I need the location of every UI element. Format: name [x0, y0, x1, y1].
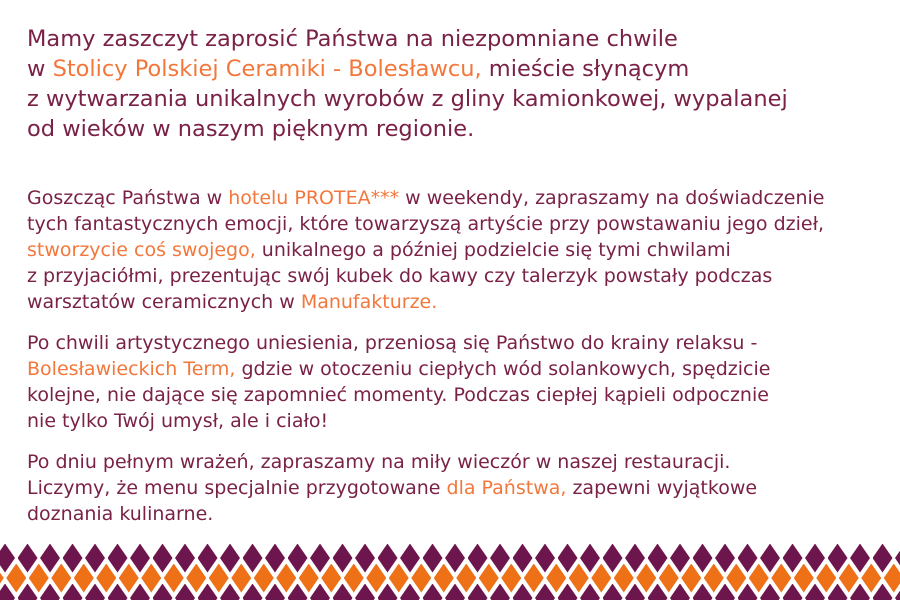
diamond-shape: [636, 564, 656, 593]
diamond-shape: [85, 544, 105, 573]
text-segment: Liczymy, że menu specjalnie przygotowane: [27, 477, 447, 499]
diamond-shape: [63, 544, 83, 573]
text-line: [27, 501, 882, 527]
accent-text-segment: hotelu PROTEA***: [228, 187, 400, 209]
diamond-shape: [490, 544, 510, 573]
text-segment: Po chwili artystycznego uniesienia, przeniosą się Państwo do krainy relaksu -: [27, 332, 758, 354]
diamond-shape: [6, 564, 26, 593]
text-line: [27, 24, 882, 54]
text-segment: kolejne, nie dające się zapomnieć momenty. Podczas ciepłej kąpieli odpocznie: [27, 384, 769, 406]
diamond-shape: [726, 564, 746, 593]
diamond-shape: [569, 564, 589, 593]
diamond-shape: [51, 564, 71, 593]
diamond-shape: [558, 544, 578, 573]
diamond-shape: [580, 544, 600, 573]
diamond-shape: [366, 564, 386, 593]
diamond-shape: [186, 564, 206, 593]
text-line: [27, 289, 882, 315]
diamond-shape: [265, 544, 285, 573]
diamond-shape: [794, 564, 814, 593]
accent-text-segment: dla Państwa,: [446, 477, 567, 499]
text-segment: Goszcząc Państwa w: [27, 187, 229, 209]
diamond-shape: [141, 564, 161, 593]
diamond-shape: [659, 564, 679, 593]
text-segment: Po dniu pełnym wrażeń, zapraszamy na miły wieczór w naszej restauracji.: [27, 451, 731, 473]
text-line: [27, 263, 882, 289]
text-segment: Mamy zaszczyt zaprosić Państwa na niezpomniane chwile: [27, 26, 678, 52]
diamond-shape: [468, 544, 488, 573]
diamond-shape: [378, 544, 398, 573]
text-segment: warsztatów ceramicznych w: [27, 291, 301, 313]
diamond-shape: [704, 564, 724, 593]
diamond-shape: [18, 544, 38, 573]
diamond-shape: [130, 544, 150, 573]
accent-text-segment: Stolicy Polskiej Ceramiki - Bolesławcu,: [52, 56, 482, 82]
diamond-shape: [828, 544, 848, 573]
diamond-shape: [884, 564, 900, 593]
diamond-shape: [389, 564, 409, 593]
diamond-shape: [513, 544, 533, 573]
diamond-shape: [108, 544, 128, 573]
diamond-shape: [310, 544, 330, 573]
text-segment: z wytwarzania unikalnych wyrobów z gliny kamionkowej, wypalanej: [27, 86, 788, 112]
diamond-pattern-border: [0, 538, 900, 600]
text-segment: zapewni wyjątkowe: [566, 477, 758, 499]
diamond-shape: [839, 564, 859, 593]
diamond-shape: [749, 564, 769, 593]
diamond-shape: [850, 544, 870, 573]
diamond-shape: [738, 544, 758, 573]
text-line: [27, 408, 882, 434]
diamond-shape: [693, 544, 713, 573]
diamond-shape: [254, 564, 274, 593]
diamond-shape: [625, 544, 645, 573]
diamond-shape: [648, 544, 668, 573]
text-segment: gdzie w otoczeniu ciepłych wód solankowych, spędzicie: [235, 358, 771, 380]
diamond-shape: [423, 544, 443, 573]
paragraph-restaurant: [27, 449, 882, 527]
text-segment: unikalnego a później podzielcie się tymi chwilami: [255, 239, 731, 261]
diamond-shape: [321, 564, 341, 593]
diamond-shape: [546, 564, 566, 593]
paragraph-termy: [27, 330, 882, 434]
diamond-shape: [333, 544, 353, 573]
text-line: [27, 211, 882, 237]
text-line: [27, 237, 882, 263]
diamond-shape: [816, 564, 836, 593]
diamond-shape: [198, 544, 218, 573]
diamond-shape: [861, 564, 881, 593]
text-segment: w: [27, 56, 53, 82]
diamond-shape: [434, 564, 454, 593]
text-line: [27, 330, 882, 356]
diamond-shape: [479, 564, 499, 593]
diamond-shape: [873, 544, 893, 573]
diamond-shape: [220, 544, 240, 573]
diamond-shape: [805, 544, 825, 573]
diamond-shape: [231, 564, 251, 593]
diamond-shape: [0, 544, 15, 573]
diamond-shape: [783, 544, 803, 573]
diamond-shape: [243, 544, 263, 573]
diamond-shape: [760, 544, 780, 573]
diamond-shape: [524, 564, 544, 593]
text-segment: mieście słynącym: [481, 56, 690, 82]
accent-text-segment: Bolesławieckich Term,: [27, 358, 236, 380]
diamond-shape: [288, 544, 308, 573]
diamond-shape: [603, 544, 623, 573]
diamond-shape: [119, 564, 139, 593]
intro-paragraph: [27, 24, 882, 144]
diamond-shape: [74, 564, 94, 593]
diamond-shape: [344, 564, 364, 593]
diamond-shape: [456, 564, 476, 593]
diamond-shape: [355, 544, 375, 573]
diamond-shape: [445, 544, 465, 573]
accent-text-segment: stworzycie coś swojego,: [27, 239, 256, 261]
diamond-shape: [501, 564, 521, 593]
text-line: [27, 475, 882, 501]
text-segment: w weekendy, zapraszamy na doświadczenie: [399, 187, 825, 209]
diamond-shape: [153, 544, 173, 573]
diamond-shape: [40, 544, 60, 573]
text-line: [27, 449, 882, 475]
diamond-shape: [715, 544, 735, 573]
diamond-shape: [591, 564, 611, 593]
diamond-shape: [164, 564, 184, 593]
text-line: [27, 54, 882, 84]
text-segment: nie tylko Twój umysł, ale i ciało!: [27, 410, 329, 432]
diamond-shape: [411, 564, 431, 593]
diamond-shape: [681, 564, 701, 593]
paragraph-hotel: [27, 185, 882, 315]
text-segment: od wieków w naszym pięknym regionie.: [27, 116, 475, 142]
text-line: [27, 185, 882, 211]
diamond-shape: [29, 564, 49, 593]
diamond-shape: [535, 544, 555, 573]
diamond-shape: [175, 544, 195, 573]
diamond-shape: [276, 564, 296, 593]
diamond-shape: [400, 544, 420, 573]
diamond-shape: [614, 564, 634, 593]
text-segment: doznania kulinarne.: [27, 503, 214, 525]
diamond-shape: [670, 544, 690, 573]
diamond-shape: [96, 564, 116, 593]
diamond-shape: [771, 564, 791, 593]
text-line: [27, 84, 882, 114]
text-line: [27, 114, 882, 144]
text-line: [27, 382, 882, 408]
text-segment: z przyjaciółmi, prezentując swój kubek do kawy czy talerzyk powstały podczas: [27, 265, 773, 287]
accent-text-segment: Manufakturze.: [300, 291, 438, 313]
diamond-shape: [299, 564, 319, 593]
diamond-shape: [209, 564, 229, 593]
text-line: [27, 356, 882, 382]
text-segment: tych fantastycznych emocji, które towarzyszą artyście przy powstawaniu jego dzieł,: [27, 213, 825, 235]
